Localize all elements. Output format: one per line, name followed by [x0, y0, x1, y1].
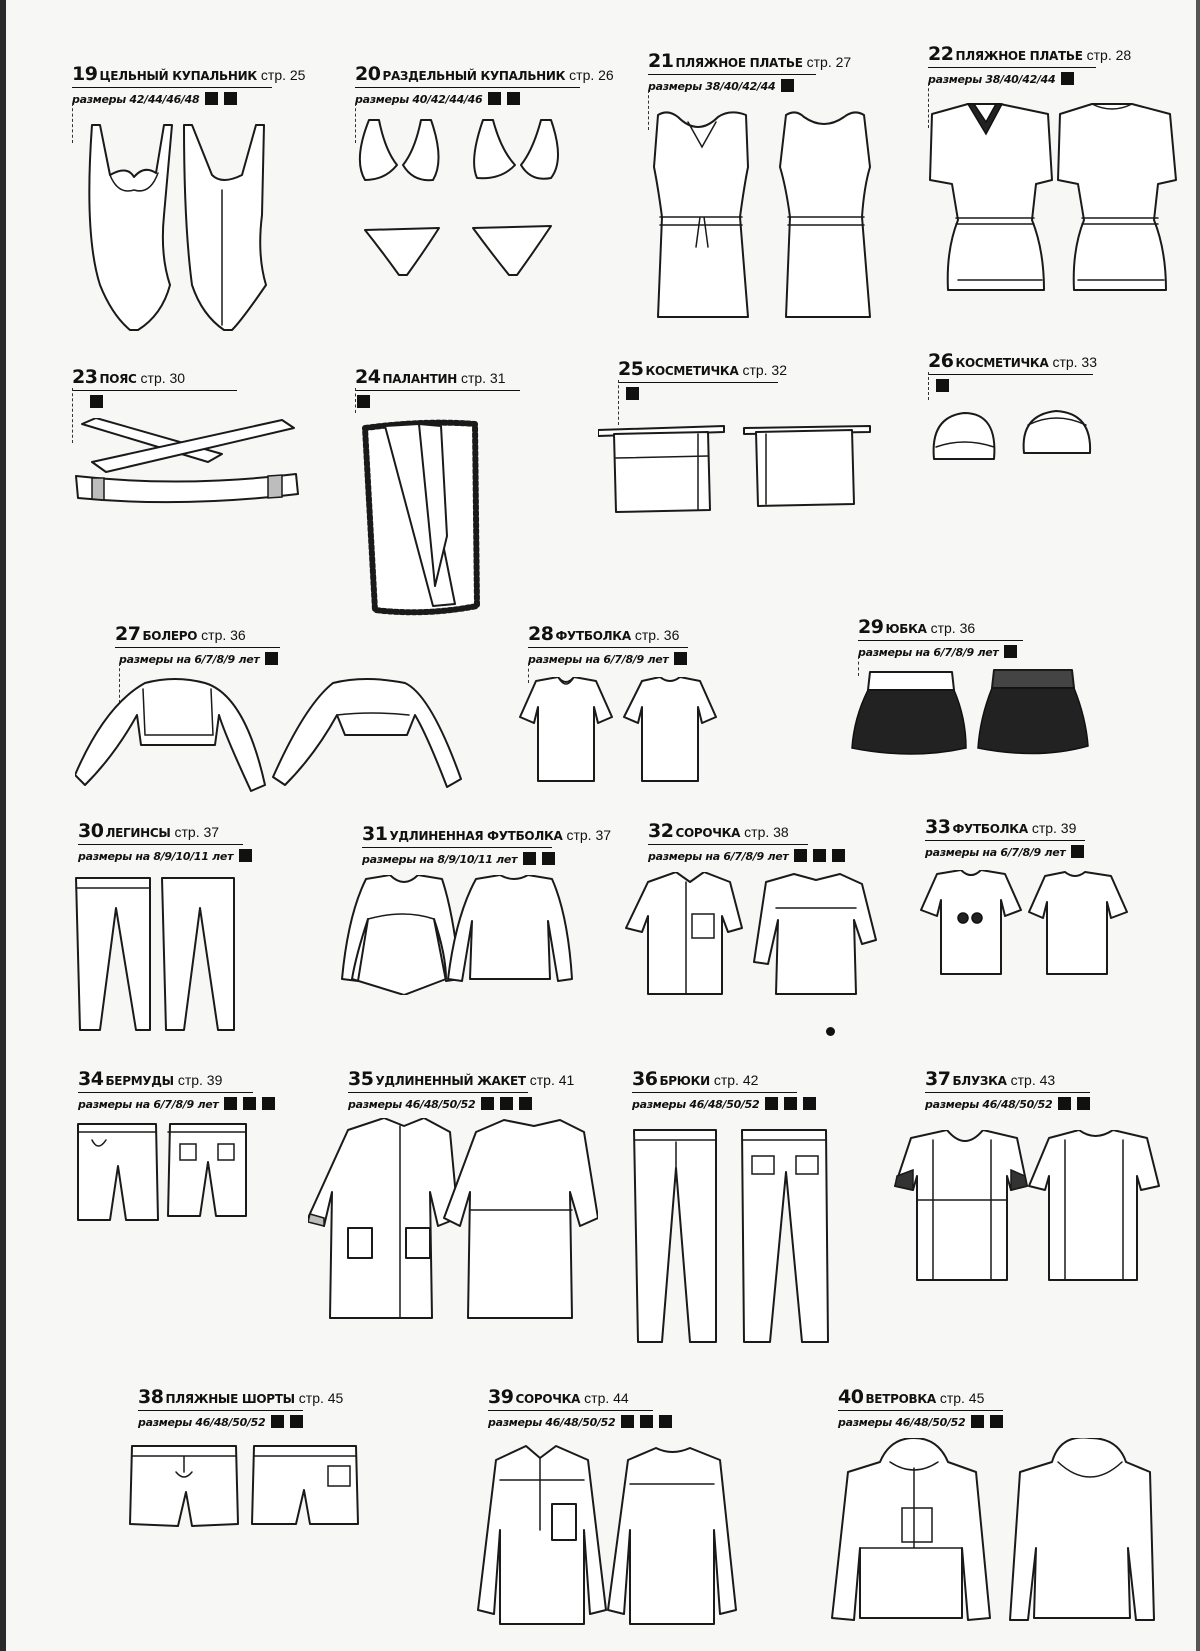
windbreaker-icon	[820, 1438, 1160, 1638]
bolero-icon	[75, 675, 475, 795]
ink-speck	[826, 1027, 835, 1036]
item-23: 23 ПОЯС стр. 30	[72, 368, 312, 518]
tshirt-icon	[510, 677, 730, 787]
item-21: 21 ПЛЯЖНОЕ ПЛАТЬЕ стр. 27 размеры 38/40/42/44	[648, 52, 898, 322]
shorts-icon	[76, 1122, 256, 1232]
dress-icon	[648, 107, 898, 327]
bikini-icon	[355, 110, 575, 290]
belt-icon	[72, 418, 312, 518]
size-label: размеры 42/44/46/48	[72, 92, 292, 107]
jacket-icon	[308, 1118, 598, 1328]
blouse-icon	[889, 1130, 1179, 1290]
item-36: 36 БРЮКИ стр. 42 размеры 46/48/50/52	[632, 1070, 862, 1350]
item-28: 28 ФУТБОЛКА стр. 36 размеры на 6/7/8/9 лет	[528, 625, 728, 785]
item-34: 34 БЕРМУДЫ стр. 39 размеры на 6/7/8/9 лет	[78, 1070, 308, 1240]
item-19	[72, 63, 306, 305]
tshirt-icon	[913, 870, 1153, 980]
item-20: 20 РАЗДЕЛЬНЫЙ КУПАЛЬНИК стр. 26 размеры 40/42/44/46	[355, 65, 595, 305]
trousers-icon	[632, 1128, 842, 1348]
skirt-icon	[848, 668, 1108, 768]
item-33: 33 ФУТБОЛКА стр. 39 размеры на 6/7/8/9 лет	[925, 818, 1175, 988]
shirt-icon	[460, 1440, 750, 1630]
item-heading: 19 ЦЕЛЬНЫЙ КУПАЛЬНИК стр. 25	[72, 63, 306, 85]
leggings-icon	[74, 876, 244, 1036]
dress-icon	[928, 100, 1188, 310]
item-40: 40 ВЕТРОВКА стр. 45 размеры 46/48/50/52	[838, 1388, 1178, 1628]
item-35: 35 УДЛИНЕННЫЙ ЖАКЕТ стр. 41 размеры 46/48/50/52	[348, 1070, 608, 1330]
shorts-icon	[128, 1442, 368, 1532]
item-26: 26 КОСМЕТИЧКА стр. 33	[928, 352, 1188, 482]
item-27: 27 БОЛЕРО стр. 36 размеры на 6/7/8/9 лет	[75, 625, 475, 785]
cosmetic-bag-icon	[928, 407, 1128, 467]
cosmetic-bag-icon	[598, 422, 888, 522]
swimsuit-icon	[72, 115, 272, 355]
item-25: 25 КОСМЕТИЧКА стр. 32	[618, 360, 888, 520]
item-37: 37 БЛУЗКА стр. 43 размеры 46/48/50/52	[925, 1070, 1185, 1290]
page-edge-right	[1196, 0, 1200, 1651]
blouse-icon	[338, 875, 588, 995]
page-edge-left	[0, 0, 6, 1651]
stole-icon	[355, 416, 485, 636]
item-29: 29 ЮБКА стр. 36 размеры на 6/7/8/9 лет	[858, 618, 1108, 768]
item-39: 39 СОРОЧКА стр. 44 размеры 46/48/50/52	[488, 1388, 748, 1628]
item-32: 32 СОРОЧКА стр. 38 размеры на 6/7/8/9 лет	[648, 822, 898, 1002]
item-30: 30 ЛЕГИНСЫ стр. 37 размеры на 8/9/10/11 лет	[78, 822, 278, 1042]
item-24: 24 ПАЛАНТИН стр. 31	[355, 368, 535, 638]
shirt-icon	[618, 872, 888, 1002]
item-22: 22 ПЛЯЖНОЕ ПЛАТЬЕ стр. 28 размеры 38/40/42/44	[928, 45, 1188, 315]
item-31: 31 УДЛИНЕННАЯ ФУТБОЛКА стр. 37 размеры на 8/9/10/11 лет	[362, 825, 592, 995]
item-38: 38 ПЛЯЖНЫЕ ШОРТЫ стр. 45 размеры 46/48/50/52	[138, 1388, 378, 1528]
